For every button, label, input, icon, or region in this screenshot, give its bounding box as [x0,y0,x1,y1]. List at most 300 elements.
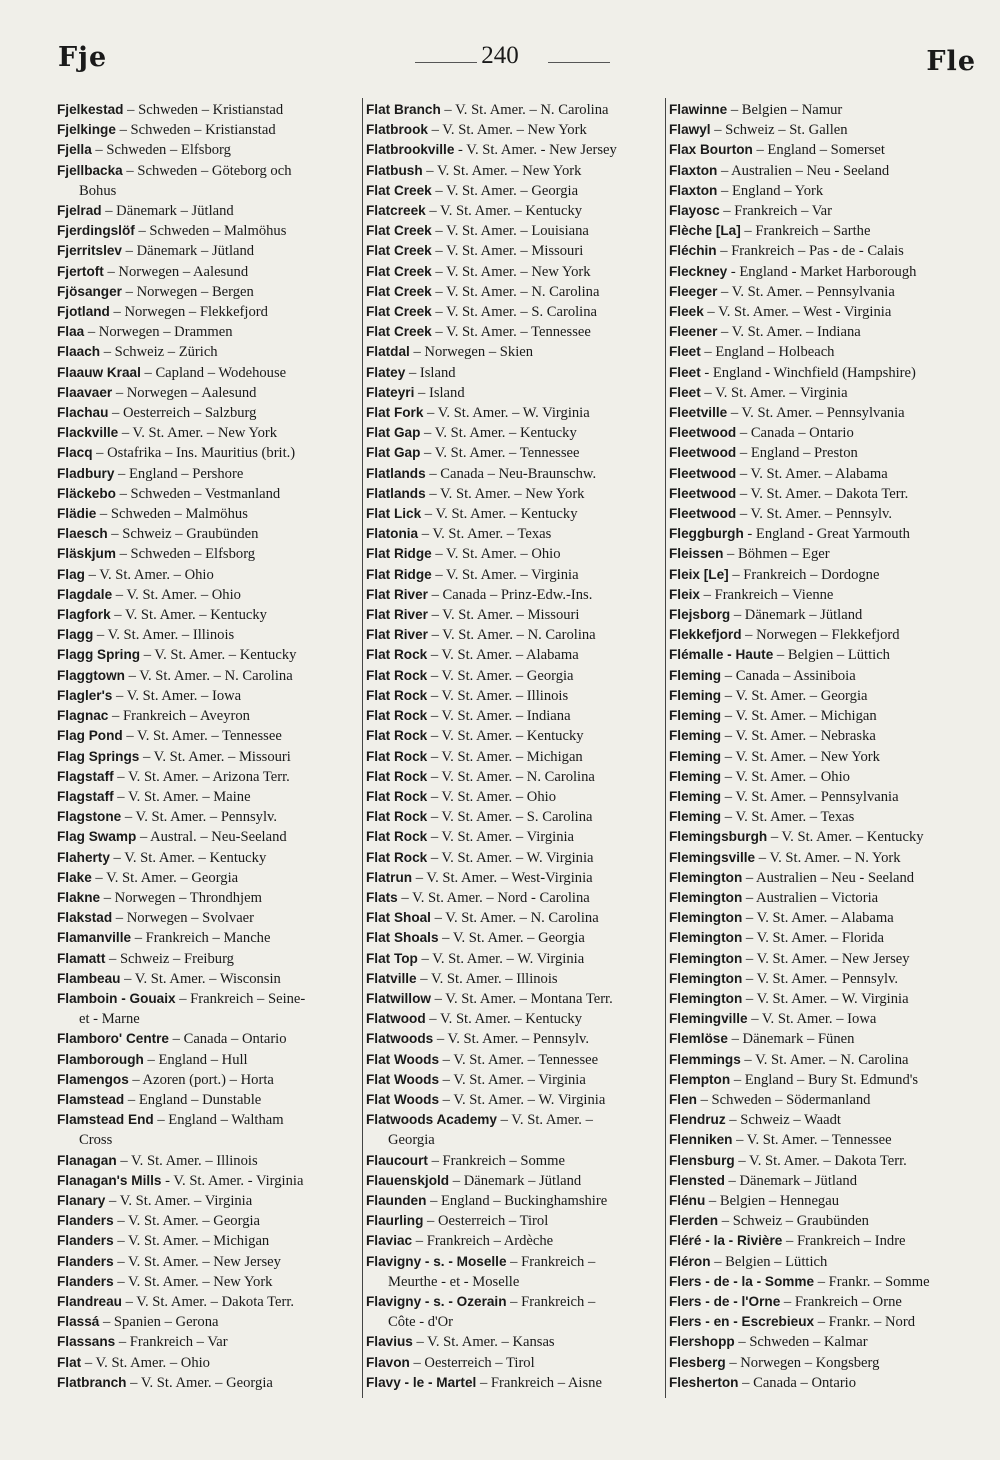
entry-location: – V. St. Amer. – N. Carolina [740,1051,909,1068]
entry-location: – V. St. Amer. – S. Carolina [427,809,593,826]
gazetteer-entry [669,666,979,686]
entry-place-name: Flat River [366,586,428,602]
entry-location: – Frankreich – Manche [131,930,271,947]
entry-place-name: Flat Branch [366,102,441,117]
gazetteer-entry [669,868,979,888]
entry-location: – England – Buckinghamshire [426,1192,608,1209]
entry-location: – V. St. Amer. – S. Carolina [431,304,598,321]
entry-location: – Norwegen – Aalesund [112,384,257,401]
entry-place-name: Flatbranch [57,1374,127,1390]
gazetteer-entry [366,868,666,888]
gazetteer-entry [669,767,979,787]
gazetteer-entry [669,383,979,403]
entry-location: – England – Waltham [153,1112,284,1129]
entry-place-name: Flanary [57,1192,106,1208]
entry-location: – V. St. Amer. – New Jersey [113,1253,281,1270]
entry-location: – Frankreich – Ardèche [412,1233,554,1250]
gazetteer-entry [366,1009,666,1029]
gazetteer-entry [366,403,666,423]
gazetteer-entry [669,403,979,423]
gazetteer-entry [669,726,979,746]
gazetteer-entry [57,302,357,322]
gazetteer-entry [366,1292,666,1332]
entry-location: – V. St. Amer. – W. Virginia [423,405,590,422]
gazetteer-entry [669,201,979,221]
gazetteer-entry [57,504,357,524]
gazetteer-entry [366,383,666,403]
gazetteer-entry [669,342,979,362]
gazetteer-entry [669,928,979,948]
entry-location: – Canada – Prinz-Edw.-Ins. [427,586,593,603]
gazetteer-entry [57,848,357,868]
gazetteer-entry [57,221,357,241]
entry-place-name: Flèche [La] [669,223,741,239]
entry-place-name: Flat Shoals [366,930,439,946]
entry-place-name: Flatbrook [366,122,428,138]
entry-location: – V. St. Amer. – Kentucky [767,829,924,846]
entry-place-name: Flatville [366,970,417,986]
entry-location: – V. St. Amer. – W. Virginia [427,849,594,866]
entry-place-name: Flers - en - Escrebieux [669,1314,815,1330]
entry-place-name: Fjerritslev [57,243,122,259]
entry-place-name: Flagnac [57,708,109,724]
entry-place-name: Fladbury [57,465,115,481]
gazetteer-entry [57,1312,357,1332]
header-right-catchword: Fle [926,46,976,77]
entry-place-name: Flag [57,566,85,582]
gazetteer-entry [366,807,666,827]
gazetteer-entry [366,888,666,908]
gazetteer-entry [669,848,979,868]
gazetteer-entry [366,605,666,625]
entry-location: – Australien – Victoria [742,889,879,906]
entry-place-name: Flaach [57,344,101,360]
gazetteer-entry [669,1332,979,1352]
gazetteer-entry [669,1110,979,1130]
entry-location: – V. St. Amer. – Ohio [84,566,214,583]
entry-place-name: Flax Bourton [669,142,753,158]
entry-place-name: Flémalle - Haute [669,647,774,663]
entry-location: – V. St. Amer. – New Jersey [742,950,910,967]
entry-place-name: Flatey [366,364,406,380]
entry-location: – V. St. Amer. – Ohio [721,768,850,785]
gazetteer-entry [366,1332,666,1352]
entry-location: – Spanien – Gerona [99,1314,219,1331]
entry-location: – Frankreich – Var [719,203,833,220]
entry-location: – Austral. – Neu-Seeland [136,829,287,846]
entry-location: – V. St. Amer. – Georgia [113,1213,261,1230]
entry-location: – Schweden – Göteborg och [122,162,292,179]
entry-location: – Canada – Neu-Braunschw. [425,465,597,482]
entry-place-name: Flat River [366,607,428,623]
entry-location: – V. St. Amer. – Georgia [431,182,579,199]
gazetteer-entry [366,544,666,564]
gazetteer-entry [669,140,979,160]
entry-place-name: Flaxton [669,182,718,198]
entry-place-name: Fleissen [669,546,724,562]
entry-place-name: Flavigny - s. - Moselle [366,1253,507,1269]
gazetteer-entry [669,262,979,282]
gazetteer-entry [366,524,666,544]
entry-location: – Frankr. – Somme [814,1273,930,1290]
entry-place-name: Fjelrad [57,203,102,219]
entry-location: – V. St. Amer. – Virginia [439,1071,586,1088]
entry-place-name: Fleming [669,667,722,683]
entry-place-name: Flensted [669,1172,725,1188]
entry-location: – Schweden – Vestmanland [115,485,281,502]
gazetteer-entry [366,262,666,282]
entry-location: – Frankreich – Seine- [175,990,306,1007]
entry-place-name: Flat River [366,627,428,643]
gazetteer-entry [57,403,357,423]
entry-location: – V. St. Amer. – Ohio [431,546,561,563]
entry-location: – Schweden – Södermanland [696,1091,871,1108]
entry-place-name: Flaauw Kraal [57,364,141,380]
entry-location: – V. St. Amer. – New York [113,1273,273,1290]
entry-location: – V. St. Amer. – Florida [742,930,885,947]
entry-place-name: Flat Fork [366,405,424,421]
entry-place-name: Fleeger [669,283,718,299]
entry-place-name: Flagstaff [57,768,114,784]
gazetteer-entry [669,605,979,625]
gazetteer-entry [57,1332,357,1352]
entry-location: – V. St. Amer. – Illinois [116,1152,258,1169]
gazetteer-entry [669,645,979,665]
gazetteer-entry [366,827,666,847]
gazetteer-entry [669,181,979,201]
entry-place-name: Flat Rock [366,849,428,865]
entry-place-name: Flesberg [669,1354,726,1370]
entry-place-name: Flat Rock [366,708,428,724]
entry-location: – V. St. Amer. – Dakota Terr. [736,485,909,502]
entry-location: - England - Market Harborough [727,263,917,280]
gazetteer-entry [57,827,357,847]
gazetteer-entry [669,1312,979,1332]
entry-location: – V. St. Amer. – Illinois [93,627,235,644]
entry-location: – V. St. Amer. – Texas [721,809,855,826]
entry-location: – V. St. Amer. – Pennsylvania [721,788,899,805]
entry-location: – Schweden – Malmöhus [96,506,248,523]
entry-location: – Böhmen – Eger [723,546,830,563]
entry-place-name: Flat Gap [366,425,421,441]
entry-place-name: Flenniken [669,1132,733,1148]
entry-location: – V. St. Amer. – Michigan [113,1233,270,1250]
entry-place-name: Flat Creek [366,324,432,340]
header-rule-right [548,62,610,63]
gazetteer-entry [366,565,666,585]
gazetteer-entry [366,928,666,948]
entry-place-name: Flatwoods Academy [366,1112,497,1128]
entry-place-name: Flemingsburgh [669,829,768,845]
gazetteer-entry [366,443,666,463]
entry-location: – V. St. Amer. – Dakota Terr. [121,1293,295,1310]
gazetteer-entry [57,989,357,1029]
gazetteer-entry [669,747,979,767]
gazetteer-entry [669,1151,979,1171]
entry-place-name: Flat Lick [366,506,422,522]
entry-place-name: Flat Ridge [366,546,432,562]
entry-location: – Belgien – Lüttich [710,1253,828,1270]
gazetteer-entry [669,1211,979,1231]
entry-place-name: Flambeau [57,970,121,986]
entry-place-name: Flaurling [366,1213,424,1229]
entry-location: – V. St. Amer. – Montana Terr. [430,990,613,1007]
entry-place-name: Fläskjum [57,546,116,562]
entry-location: – Norwegen – Flekkefjord [109,304,268,321]
entry-location: – Schweiz – St. Gallen [710,122,848,139]
gazetteer-entry [669,1070,979,1090]
entry-location: – Frankreich – Dordogne [728,566,880,583]
gazetteer-entry [57,585,357,605]
gazetteer-entry [669,1050,979,1070]
entry-place-name: Flassans [57,1334,116,1350]
gazetteer-entry [57,686,357,706]
gazetteer-entry [366,1231,666,1251]
entry-location: – Schweiz – Graubünden [718,1213,869,1230]
gazetteer-entry [366,100,666,120]
entry-place-name: Fleming [669,809,722,825]
entry-location: – V. St. Amer. – Kentucky [425,1011,583,1028]
entry-location: – V. St. Amer. – Dakota Terr. [734,1152,907,1169]
gazetteer-entry [366,1353,666,1373]
entry-place-name: Flemingsville [669,849,756,865]
entry-place-name: Fjellbacka [57,162,123,178]
entry-location: – Dänemark – Jütland [724,1172,858,1189]
entry-location: – Norwegen – Skien [409,344,534,361]
gazetteer-entry [669,282,979,302]
gazetteer-entry [669,1353,979,1373]
entry-place-name: Flanders [57,1213,114,1229]
entry-place-name: Flamboro' Centre [57,1031,169,1047]
entry-location: – Frankreich – Vienne [699,586,834,603]
entry-place-name: Flaunden [366,1192,427,1208]
entry-place-name: Flemington [669,970,743,986]
entry-place-name: Flat Creek [366,223,432,239]
gazetteer-entry [669,686,979,706]
gazetteer-entry [57,1151,357,1171]
gazetteer-entry [57,484,357,504]
entry-location: – England – Dunstable [124,1091,262,1108]
gazetteer-entry [366,464,666,484]
entry-location: – Canada – Ontario [738,1374,857,1391]
entry-location: – Canada – Assiniboia [721,667,856,684]
entry-location: – V. St. Amer. – New York [431,263,591,280]
gazetteer-entry [57,908,357,928]
entry-location: - England - Great Yarmouth [743,526,910,543]
entry-location: – Frankreich – Aveyron [108,708,250,725]
entry-location: – V. St. Amer. – [496,1112,593,1129]
gazetteer-entry [669,1171,979,1191]
gazetteer-entry [366,585,666,605]
entry-location: – Ostafrika – Ins. Mauritius (brit.) [92,445,296,462]
gazetteer-entry [57,645,357,665]
gazetteer-entry [57,423,357,443]
gazetteer-entry [57,706,357,726]
entry-place-name: Flatdal [366,344,410,360]
gazetteer-entry [57,1090,357,1110]
entry-place-name: Flanagan's Mills [57,1172,162,1188]
entry-place-name: Fleming [669,708,722,724]
entry-location: – V. St. Amer. – Tennessee [431,324,591,341]
entry-place-name: Fleming [669,748,722,764]
page-header [0,38,1000,88]
gazetteer-entry [669,1373,979,1393]
entry-place-name: Flädie [57,506,97,522]
gazetteer-entry [366,726,666,746]
entry-location: – Island [414,384,465,401]
entry-place-name: Flat Rock [366,768,428,784]
entry-place-name: Flat Gap [366,445,421,461]
entry-location: – Schweiz – Zürich [100,344,218,361]
entry-place-name: Fjella [57,142,92,158]
entry-place-name: Fleet [669,364,701,380]
entry-location: – Frankreich – Indre [782,1233,906,1250]
entry-location: – England – Pershore [114,465,244,482]
gazetteer-entry [57,363,357,383]
entry-place-name: Flénu [669,1192,706,1208]
entry-place-name: Flen [669,1091,697,1107]
entry-continuation: Côte - d'Or [388,1314,454,1331]
entry-place-name: Flauenskjold [366,1172,450,1188]
gazetteer-entry [669,120,979,140]
entry-location: – V. St. Amer. – Georgia [91,869,239,886]
entry-location: – Norwegen – Aalesund [103,263,249,280]
entry-location: – V. St. Amer. – Alabama [427,647,579,664]
entry-place-name: Flemington [669,869,743,885]
entry-location: – V. St. Amer. – Wisconsin [120,970,281,987]
entry-place-name: Flers - de - la - Somme [669,1273,815,1289]
entry-location: – V. St. Amer. – New York [425,485,585,502]
entry-place-name: Flamatt [57,950,106,966]
entry-place-name: Fleming [669,687,722,703]
gazetteer-entry [366,363,666,383]
entry-place-name: Flat Woods [366,1051,439,1067]
entry-place-name: Flat Creek [366,263,432,279]
gazetteer-entry [366,221,666,241]
entry-location: – Schweiz – Freiburg [105,950,234,967]
entry-location: – England – Bury St. Edmund's [730,1071,919,1088]
entry-place-name: Flat Woods [366,1071,439,1087]
entry-location: – V. St. Amer. – N. York [755,849,901,866]
entry-place-name: Flawyl [669,122,711,138]
entry-place-name: Flemington [669,930,743,946]
entry-place-name: Flavy - le - Martel [366,1374,477,1390]
entry-place-name: Fleetwood [669,425,737,441]
entry-location: – England – Hull [143,1051,248,1068]
gazetteer-entry [669,322,979,342]
entry-location: – V. St. Amer. – Tennessee [439,1051,599,1068]
entry-place-name: Flakstad [57,910,113,926]
entry-place-name: Fläckebo [57,485,116,501]
entry-location: – V. St. Amer. – Tennessee [122,728,282,745]
gazetteer-entry [669,949,979,969]
entry-location: – Belgien – Hennegau [705,1192,839,1209]
entry-place-name: Flershopp [669,1334,735,1350]
gazetteer-entry [366,706,666,726]
entry-continuation: et - Marne [79,1011,140,1028]
entry-location: – Dänemark – Jütland [121,243,255,260]
entry-place-name: Flatwood [366,1011,426,1027]
gazetteer-entry [57,807,357,827]
gazetteer-entry [366,1151,666,1171]
gazetteer-entry [366,989,666,1009]
entry-location: – Schweden – Kalmar [734,1334,868,1351]
entry-location: – V. St. Amer. – Kentucky [110,607,267,624]
entry-place-name: Flackville [57,425,119,441]
gazetteer-entry [366,645,666,665]
gazetteer-entry [57,969,357,989]
gazetteer-entry [57,928,357,948]
gazetteer-entry [669,969,979,989]
gazetteer-entry [366,666,666,686]
gazetteer-entry [669,241,979,261]
entry-place-name: Fléré - la - Rivière [669,1233,783,1249]
entry-place-name: Fleming [669,728,722,744]
gazetteer-entry [669,544,979,564]
entry-location: – V. St. Amer. – Ohio [112,586,241,603]
entry-location: – Schweden – Elfsborg [91,142,231,159]
entry-place-name: Flat Top [366,950,418,966]
entry-place-name: Flat Rock [366,728,428,744]
entry-location: – V. St. Amer. – Virginia [427,829,575,846]
entry-location: – Island [405,364,456,381]
gazetteer-entry [57,787,357,807]
entry-location: – Norwegen – Bergen [121,283,254,300]
gazetteer-entry [669,1090,979,1110]
entry-place-name: Flat Creek [366,243,432,259]
entry-location: – V. St. Amer. – Arizona Terr. [113,768,290,785]
entry-place-name: Flemington [669,910,743,926]
entry-location: – Norwegen – Throndhjem [100,889,262,906]
entry-location: – Oesterreich – Tirol [409,1354,535,1371]
entry-place-name: Flatbrookville [366,142,455,158]
entry-location: – V. St. Amer. – Tennessee [732,1132,892,1149]
entry-place-name: Fleix [669,586,700,602]
entry-place-name: Fleetville [669,405,728,421]
entry-location: – V. St. Amer. – Georgia [126,1374,273,1391]
entry-location: – Schweiz – Graubünden [107,526,259,543]
gazetteer-entry [669,908,979,928]
entry-location: – V. St. Amer. – Kansas [412,1334,555,1351]
entry-location: – V. St. Amer. – N. Carolina [440,102,609,118]
gazetteer-entry [669,464,979,484]
gazetteer-entry [57,1231,357,1251]
gazetteer-entry [57,464,357,484]
entry-location: – V. St. Amer. – N. Carolina [124,667,293,684]
gazetteer-entry [366,1070,666,1090]
entry-location: – Schweden – Kristianstad [115,122,276,139]
gazetteer-entry [669,363,979,383]
entry-location: – V. St. Amer. – Maine [113,788,251,805]
entry-place-name: Flemington [669,990,743,1006]
entry-place-name: Flat Rock [366,788,428,804]
gazetteer-entry [669,1231,979,1251]
entry-place-name: Flats [366,889,398,905]
gazetteer-entry [366,686,666,706]
gazetteer-entry [669,1029,979,1049]
gazetteer-entry [366,1211,666,1231]
entry-location: – V. St. Amer. – N. Carolina [431,283,600,300]
entry-place-name: Flag Pond [57,728,123,744]
gazetteer-entry [366,282,666,302]
entry-continuation: Bohus [79,182,117,199]
entry-location: – Frankreich – Orne [780,1293,902,1310]
entry-location: – V. St. Amer. – Iowa [747,1011,877,1028]
gazetteer-entry [57,565,357,585]
entry-location: – V. St. Amer. – Ohio [81,1354,210,1371]
entry-location: – Dänemark – Jütland [730,607,863,624]
entry-place-name: Flat Woods [366,1091,439,1107]
